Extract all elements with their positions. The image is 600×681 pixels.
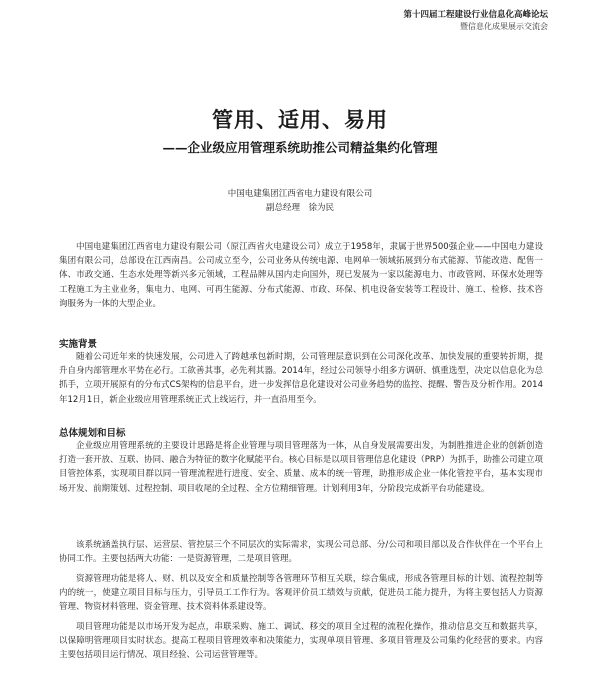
conference-subname: 暨信息化成果展示交流会	[460, 22, 548, 31]
body-paragraph: 企业级应用管理系统的主要设计思路是将企业管理与项目管理落为一体，从自身发展需要出发，为制胜推进企业的创新创造打造一套开放、互联、协同、融合为特征的数字化赋能平台。核心目标是以项目管理信息化建设（PRP）为抓手，助推公司建立项目管控体系，实现项目群以同一管理流程进行进度、安全、质量、成本的统一管理，助推形成企业一体化管控平台，基本实现市场开发、前期策划、过程控制、项目收尾的全过程、全方位精细管理。计划利用3年，分阶段完成新平台功能建设。	[59, 441, 543, 494]
article-subtitle: ——企业级应用管理系统助推公司精益集约化管理	[162, 140, 438, 155]
article-title: 管用、适用、易用	[212, 108, 388, 132]
intro-paragraph: 中国电建集团江西省电力建设有限公司（原江西省火电建设公司）成立于1958年，隶属于世界500强企业——中国电力建设集团有限公司，总部设在江西南昌。公司成立至今，公司业务从传统电源、电网单一领域拓展到分布式能源、节能改造、配售一体、市政交通、生态水处理等新兴多元领域，工程品牌从国内走向国外，现已发展为一家以能源电力、市政管网、环保水处理等工程施工为主业业务，集电力、电网、可再生能源、分布式能源、市政、环保、机电设备安装等工程设计、施工、检修、技术咨询服务为一体的大型企业。	[59, 242, 543, 309]
author-organization: 中国电建集团江西省电力建设有限公司	[227, 189, 373, 199]
body-paragraph: 该系统涵盖执行层、运营层、管控层三个不同层次的实际需求，实现公司总部、分/公司和项目部以及合作伙伴在一个平台上协同工作。主要包括两大功能：一是资源管理，二是项目管理。	[59, 540, 543, 565]
body-paragraph: 资源管理功能是将人、财、机以及安全和质量控制等各管理环节相互关联，综合集成，形成各管理目标的计划、流程控制等内的统一，使建立项目目标与压力，引导员工工作行为。客观评价员工绩效与贡献，促进员工能力提升，为将主要包括人力资源管理、物资材料管理、资金管理、技术资料体系建设等。	[59, 574, 543, 613]
body-paragraph: 项目管理功能是以市场开发为起点，串联采购、施工、调试、移交的项目全过程的流程化操作，推动信息交互和数据共享，以保障明管理项目实时状态。提高工程项目管理效率和决策能力，实现单项目管理、多项目管理及公司集约化经营的要求。内容主要包括项目运行情况、项目经验、公司运营管理等。	[59, 622, 543, 661]
conference-header	[403, 9, 548, 33]
section-heading-background: 实施背景	[59, 339, 98, 350]
conference-name: 第十四届工程建设行业信息化高峰论坛	[403, 10, 548, 20]
body-paragraph: 随着公司近年来的快速发展，公司进入了跨越承包新时期，公司管理层意识到在公司深化改革、加快发展的重要转折期，提升自身内部管理水平势在必行。工欲善其事，必先利其器。2014年，经过公司领导小组多方调研、慎重选型，决定以信息化为总抓手，立项开展原有的分布式CS架构的信息平台，进一步发挥信息化建设对公司业务趋势的监控、提醒、警告及分析作用。2014年12月1日，新企业级应用管理系统正式上线运行，并一直沿用至今。	[59, 352, 543, 405]
author-name: 副总经理 徐为民	[265, 203, 334, 213]
section-heading-planning: 总体规划和目标	[59, 428, 126, 439]
